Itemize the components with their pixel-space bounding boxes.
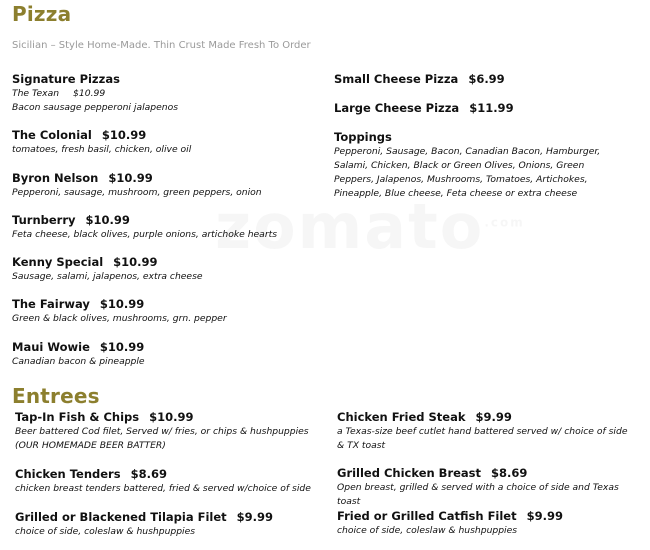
item-desc: Open breast, grilled & served with a choice of side and Texas toast [337,482,619,507]
menu-item-maui-wowie [12,340,312,369]
item-name: Turnberry [12,213,76,227]
toppings [334,130,624,201]
menu-item-kenny-special [12,255,312,284]
texan-line [12,87,312,101]
item-desc: chicken breast tenders battered, fried & served w/choice of side [15,483,311,494]
item-desc: Beer battered Cod filet, Served w/ fries, or chips & hushpuppies (OUR HOMEMADE BEER BATTER) [15,426,309,451]
item-desc: Feta cheese, black olives, purple onions, artichoke hearts [12,229,277,240]
menu-item-grilled-chicken-breast [337,466,637,509]
item-price: $10.99 [149,410,194,424]
menu-item-grilled-or-blackened-tilapia-filet [15,510,320,539]
item-name: The Colonial [12,128,92,142]
signature-pizzas-heading: Signature Pizzas [12,72,120,86]
item-price: $9.99 [236,510,274,524]
item-desc: Pepperoni, sausage, mushroom, green peppers, onion [12,187,262,198]
item-name: Grilled or Blackened Tilapia Filet [15,510,227,524]
item-price: $10.99 [108,171,153,185]
item-price: $6.99 [468,72,505,86]
item-name: Chicken Fried Steak [337,410,466,424]
item-name: Kenny Special [12,255,104,269]
signature-pizzas [12,72,312,115]
item-name: Grilled Chicken Breast [337,466,482,480]
menu-item-large-cheese-pizza [334,101,634,116]
menu-item-turnberry [12,213,312,242]
texan-desc: Bacon sausage pepperoni jalapenos [12,102,178,113]
item-desc: Canadian bacon & pineapple [12,356,145,367]
entrees-section-title: Entrees [12,384,100,408]
item-name: Maui Wowie [12,340,90,354]
item-desc: choice of side, coleslaw & hushpuppies [15,526,196,537]
item-name: The Fairway [12,297,90,311]
menu-item-byron-nelson [12,171,312,200]
item-desc: a Texas-size beef cutlet hand battered served w/ choice of side & TX toast [337,426,628,451]
item-name: Byron Nelson [12,171,99,185]
item-name: Small Cheese Pizza [334,72,459,86]
menu-item-small-cheese-pizza [334,72,634,87]
menu-item-chicken-tenders [15,467,320,496]
menu-item-tap-in-fish-and-chips [15,410,320,453]
item-price: $8.69 [130,467,167,481]
pizza-subtitle: Sicilian – Style Home-Made. Thin Crust Made Fresh To Order [12,40,311,51]
item-price: $11.99 [469,101,514,115]
item-price: $9.99 [526,509,563,523]
menu-item-chicken-fried-steak [337,410,637,453]
item-name: Tap-In Fish & Chips [15,410,140,424]
toppings-heading: Toppings [334,130,392,144]
toppings-desc: Pepperoni, Sausage, Bacon, Canadian Bacon, Hamburger, Salami, Chicken, Black or Green Olives, Onions, Green Peppers, Jalapenos, Mushrooms, Tomatoes, Artichokes, Pineapple, Blue cheese, Feta cheese or extra cheese [334,146,601,199]
item-price: $10.99 [85,213,130,227]
menu-item-the-fairway [12,297,312,326]
menu-item-fried-or-grilled-catfish-filet [337,509,637,538]
item-name: Fried or Grilled Catfish Filet [337,509,517,523]
item-name: Large Cheese Pizza [334,101,460,115]
item-desc: choice of side, coleslaw & hushpuppies [337,525,518,536]
item-price: $10.99 [99,340,145,354]
item-desc: Green & black olives, mushrooms, grn. pepper [12,313,227,324]
menu-item-the-colonial [12,128,312,157]
item-price: $10.99 [101,128,147,142]
item-price: $8.69 [491,466,528,480]
item-price: $10.99 [113,255,158,269]
pizza-section-title: Pizza [12,2,72,26]
texan-name: The Texan [12,88,60,99]
item-name: Chicken Tenders [15,467,121,481]
item-desc: tomatoes, fresh basil, chicken, olive oil [12,144,192,155]
item-price: $9.99 [475,410,512,424]
item-price: $10.99 [99,297,145,311]
texan-price: $10.99 [73,88,106,99]
item-desc: Sausage, salami, jalapenos, extra cheese [12,271,203,282]
